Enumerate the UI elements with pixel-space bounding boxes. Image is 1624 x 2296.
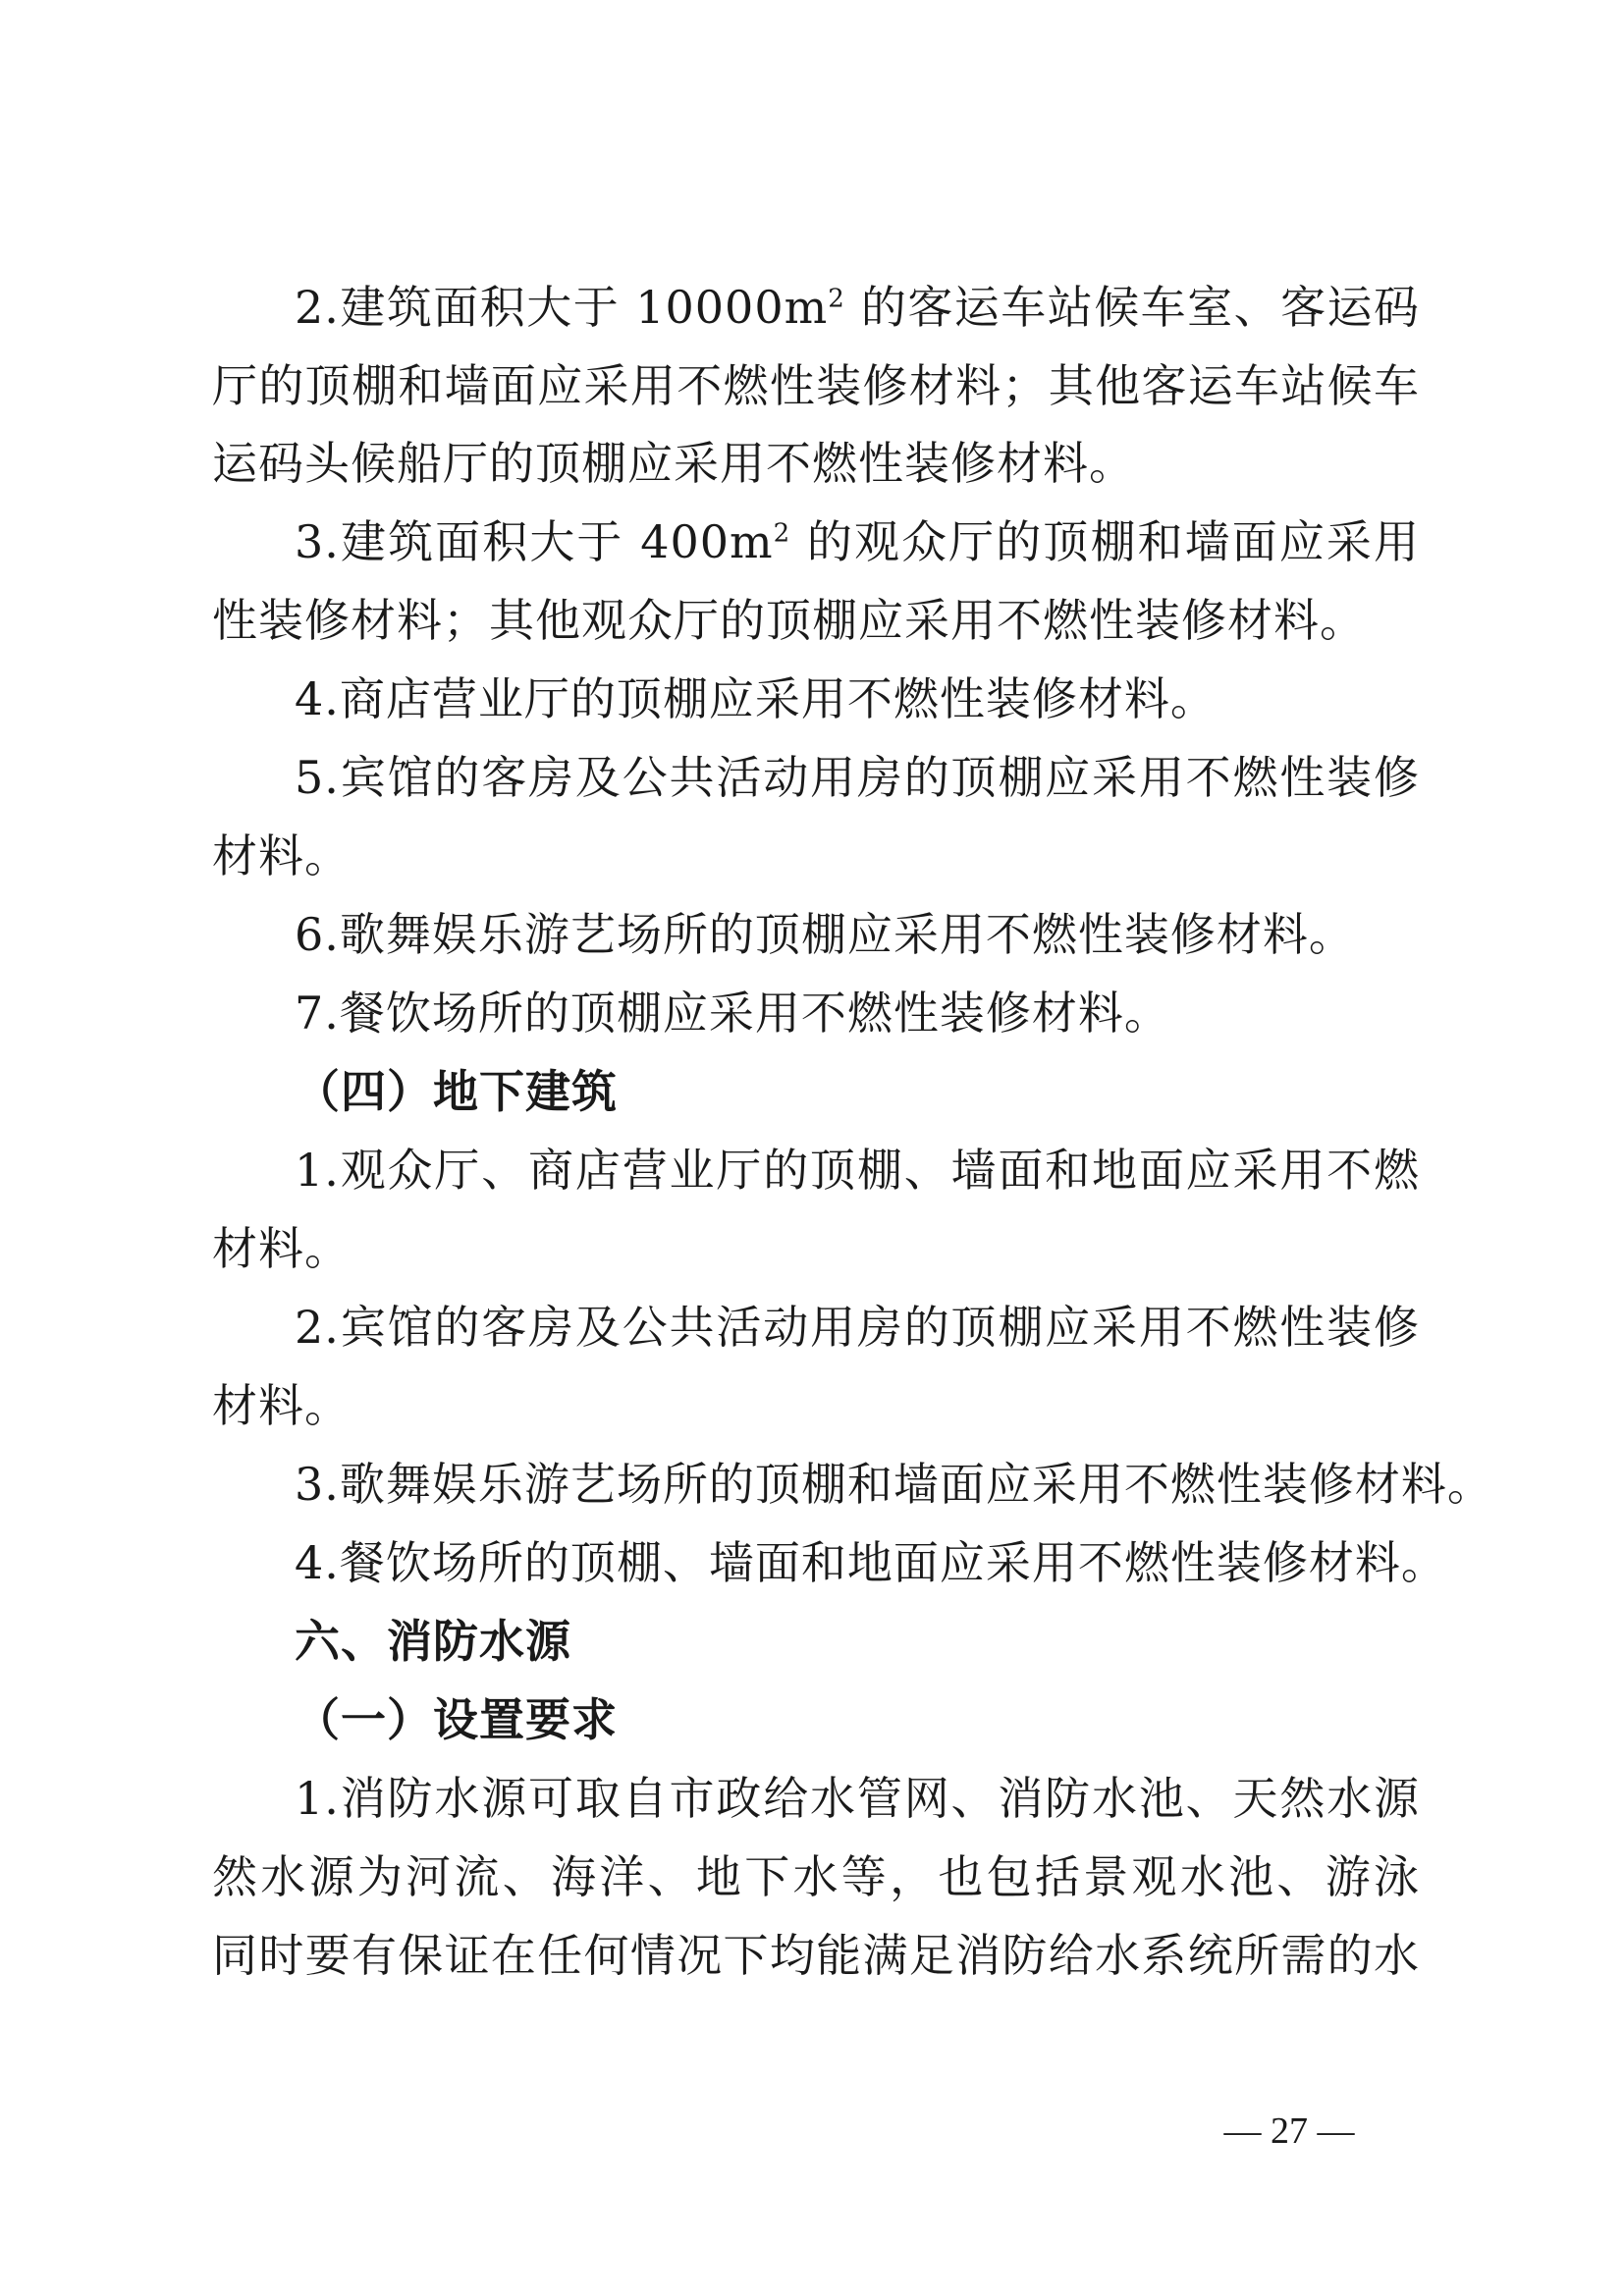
paragraph-line-10: 7.餐饮场所的顶棚应采用不燃性装修材料。 xyxy=(295,987,1170,1040)
paragraph-line-6: 4.商店营业厅的顶棚应采用不燃性装修材料。 xyxy=(295,672,1217,725)
paragraph-line-22: 同时要有保证在任何情况下均能满足消防给水系统所需的水 xyxy=(212,1929,1420,1982)
paragraph-line-1 xyxy=(295,278,1420,337)
paragraph-line-3: 运码头候船厅的顶棚应采用不燃性装修材料。 xyxy=(212,437,1135,490)
paragraph-line-8: 材料。 xyxy=(212,829,351,882)
paragraph-line-13: 材料。 xyxy=(212,1222,351,1275)
paragraph-line-16: 3.歌舞娱乐游艺场所的顶棚和墙面应采用不燃性装修材料。 xyxy=(295,1458,1493,1511)
paragraph-line-4 xyxy=(295,512,1420,571)
section-heading-requirements: （一）设置要求 xyxy=(295,1693,618,1746)
text-fragment: 2.建筑面积大于 10000m xyxy=(295,281,829,334)
paragraph-line-14: 2.宾馆的客房及公共活动用房的顶棚应采用不燃性装修 xyxy=(295,1301,1420,1354)
superscript: 2 xyxy=(773,518,791,549)
text-fragment: 的观众厅的顶棚和墙面应采用 xyxy=(806,515,1420,568)
paragraph-line-9: 6.歌舞娱乐游艺场所的顶棚应采用不燃性装修材料。 xyxy=(295,908,1355,961)
paragraph-line-21: 然水源为河流、海洋、地下水等，也包括景观水池、游泳 xyxy=(212,1850,1420,1903)
paragraph-line-12: 1.观众厅、商店营业厅的顶棚、墙面和地面应采用不燃 xyxy=(295,1144,1420,1197)
paragraph-line-20: 1.消防水源可取自市政给水管网、消防水池、天然水源 xyxy=(295,1772,1420,1825)
text-fragment: 3.建筑面积大于 400m xyxy=(295,515,774,568)
paragraph-line-2: 厅的顶棚和墙面应采用不燃性装修材料；其他客运车站候车 xyxy=(212,359,1420,412)
paragraph-line-15: 材料。 xyxy=(212,1379,351,1432)
chapter-heading-water-source: 六、消防水源 xyxy=(295,1615,571,1668)
paragraph-line-17: 4.餐饮场所的顶棚、墙面和地面应采用不燃性装修材料。 xyxy=(295,1536,1447,1589)
paragraph-line-5: 性装修材料；其他观众厅的顶棚应采用不燃性装修材料。 xyxy=(212,594,1366,647)
section-heading-underground: （四）地下建筑 xyxy=(295,1065,618,1118)
superscript: 2 xyxy=(828,284,845,314)
page-number: — 27 — xyxy=(1223,2110,1355,2152)
text-fragment: 的客运车站候车室、客运码 xyxy=(860,281,1420,334)
paragraph-line-7: 5.宾馆的客房及公共活动用房的顶棚应采用不燃性装修 xyxy=(295,751,1420,804)
